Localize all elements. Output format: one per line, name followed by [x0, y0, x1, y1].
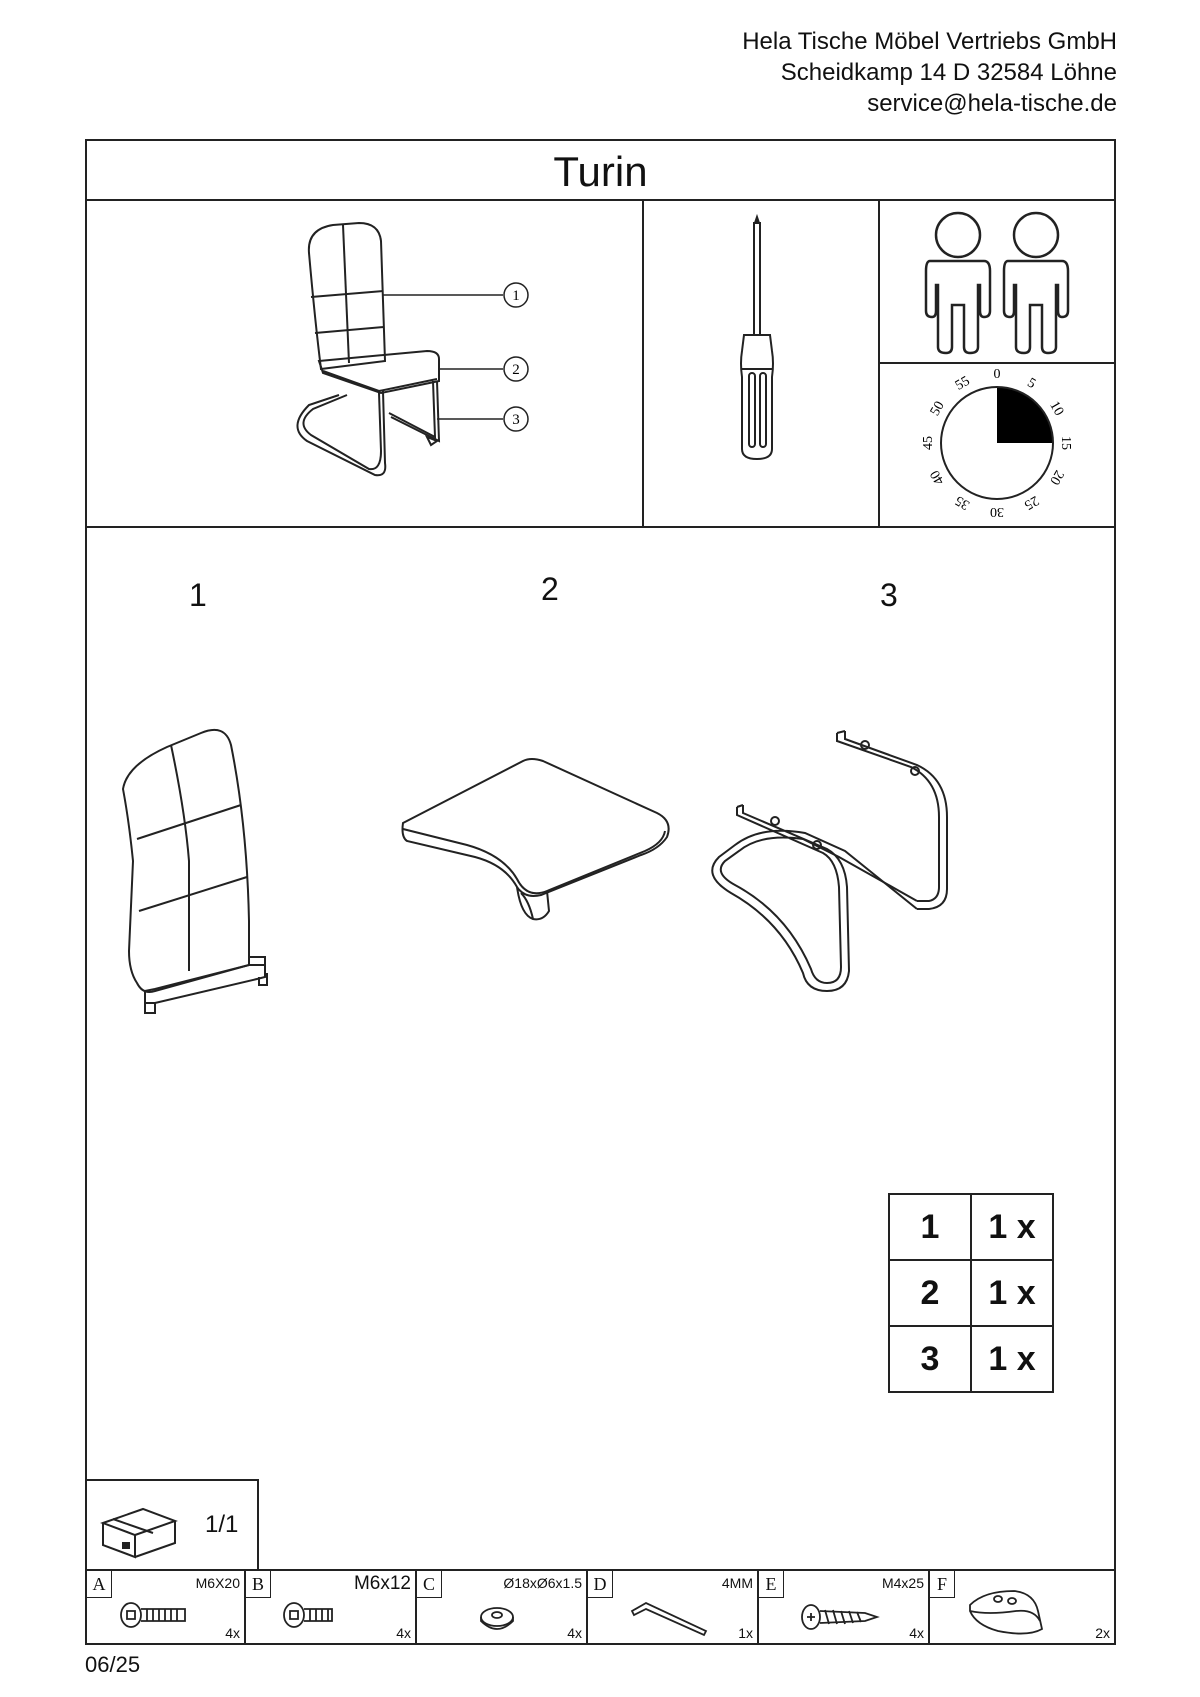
instruction-sheet: [85, 139, 1116, 1645]
time-panel: [880, 364, 1114, 526]
hardware-a-qty: 4x: [225, 1625, 240, 1641]
clock-icon: [880, 364, 1114, 524]
clock-label: 10: [1046, 398, 1067, 419]
part-2-number: 2: [541, 571, 559, 607]
hardware-a: [87, 1571, 246, 1645]
hardware-c: [417, 1571, 588, 1645]
hardware-e-letter: E: [759, 1571, 784, 1598]
quantity-part: 3: [889, 1326, 971, 1392]
company-address: Scheidkamp 14 D 32584 Löhne: [780, 59, 1117, 86]
product-title: Turin: [87, 141, 1114, 201]
hardware-row: [87, 1569, 1114, 1645]
quantity-row: [889, 1194, 1053, 1260]
package-count: 1/1: [205, 1511, 239, 1538]
clock-label: 25: [1021, 492, 1042, 513]
hardware-d: [588, 1571, 759, 1645]
hardware-c-spec: Ø18xØ6x1.5: [503, 1575, 582, 1591]
hardware-f: [930, 1571, 1114, 1645]
quantity-part: 1: [889, 1194, 971, 1260]
hardware-c-letter: C: [417, 1571, 442, 1598]
hardware-b-qty: 4x: [396, 1625, 411, 1641]
allen-key-icon: [616, 1593, 716, 1633]
clock-label: 35: [952, 492, 973, 513]
floor-glide-icon: [958, 1581, 1068, 1631]
box-icon: [99, 1499, 179, 1559]
part-1-backrest-illustration: [107, 721, 307, 1051]
hardware-f-letter: F: [930, 1571, 955, 1598]
hardware-e-qty: 4x: [909, 1625, 924, 1641]
hardware-a-letter: A: [87, 1571, 112, 1598]
company-header: [742, 26, 1117, 119]
hardware-d-spec: 4MM: [721, 1575, 753, 1591]
people-panel: [880, 201, 1114, 364]
clock-label: 5: [1024, 375, 1039, 392]
allen-bolt-short-icon: [274, 1593, 354, 1633]
hardware-a-spec: M6X20: [195, 1575, 240, 1591]
hardware-b-letter: B: [246, 1571, 271, 1598]
clock-label: 0: [993, 367, 1001, 382]
allen-bolt-icon: [115, 1593, 195, 1633]
washer-icon: [445, 1593, 525, 1633]
callout-2: 2: [512, 362, 520, 378]
hardware-d-letter: D: [588, 1571, 613, 1598]
quantity-table: [888, 1193, 1054, 1393]
revision-date: 06/25: [85, 1652, 141, 1677]
quantity-part: 2: [889, 1260, 971, 1326]
quantity-row: [889, 1260, 1053, 1326]
two-persons-icon: [880, 201, 1114, 361]
part-3-number: 3: [880, 577, 898, 613]
clock-label: 30: [990, 504, 1004, 519]
package-cell: [87, 1479, 259, 1569]
hardware-d-qty: 1x: [738, 1625, 753, 1641]
callout-1: 1: [512, 288, 520, 304]
company-email: service@hela-tische.de: [867, 90, 1117, 117]
hardware-c-qty: 4x: [567, 1625, 582, 1641]
hardware-f-qty: 2x: [1095, 1625, 1110, 1641]
assembled-chair-panel: [87, 201, 644, 526]
wood-screw-icon: [787, 1593, 887, 1633]
quantity-count: 1 x: [971, 1260, 1053, 1326]
screwdriver-icon: [644, 201, 880, 526]
clock-label: 20: [1046, 467, 1067, 488]
hardware-e: [759, 1571, 930, 1645]
clock-label: 40: [927, 467, 948, 488]
hardware-e-spec: M4x25: [881, 1575, 924, 1591]
quantity-row: [889, 1326, 1053, 1392]
clock-label: 45: [921, 436, 936, 450]
company-name: Hela Tische Möbel Vertriebs GmbH: [742, 28, 1117, 55]
part-3-frame-illustration: [707, 721, 967, 1021]
clock-label: 15: [1058, 436, 1073, 450]
hardware-b-spec: M6x12: [353, 1573, 411, 1594]
assembled-chair-illustration: [87, 201, 644, 526]
part-1-number: 1: [189, 577, 207, 613]
overview-row: [87, 201, 1114, 528]
tool-panel: [644, 201, 880, 526]
quantity-count: 1 x: [971, 1326, 1053, 1392]
part-2-seat-illustration: [397, 751, 697, 961]
clock-label: 55: [952, 373, 973, 394]
callout-3: 3: [512, 412, 520, 428]
hardware-b: [246, 1571, 417, 1645]
clock-label: 50: [927, 398, 948, 419]
quantity-count: 1 x: [971, 1194, 1053, 1260]
